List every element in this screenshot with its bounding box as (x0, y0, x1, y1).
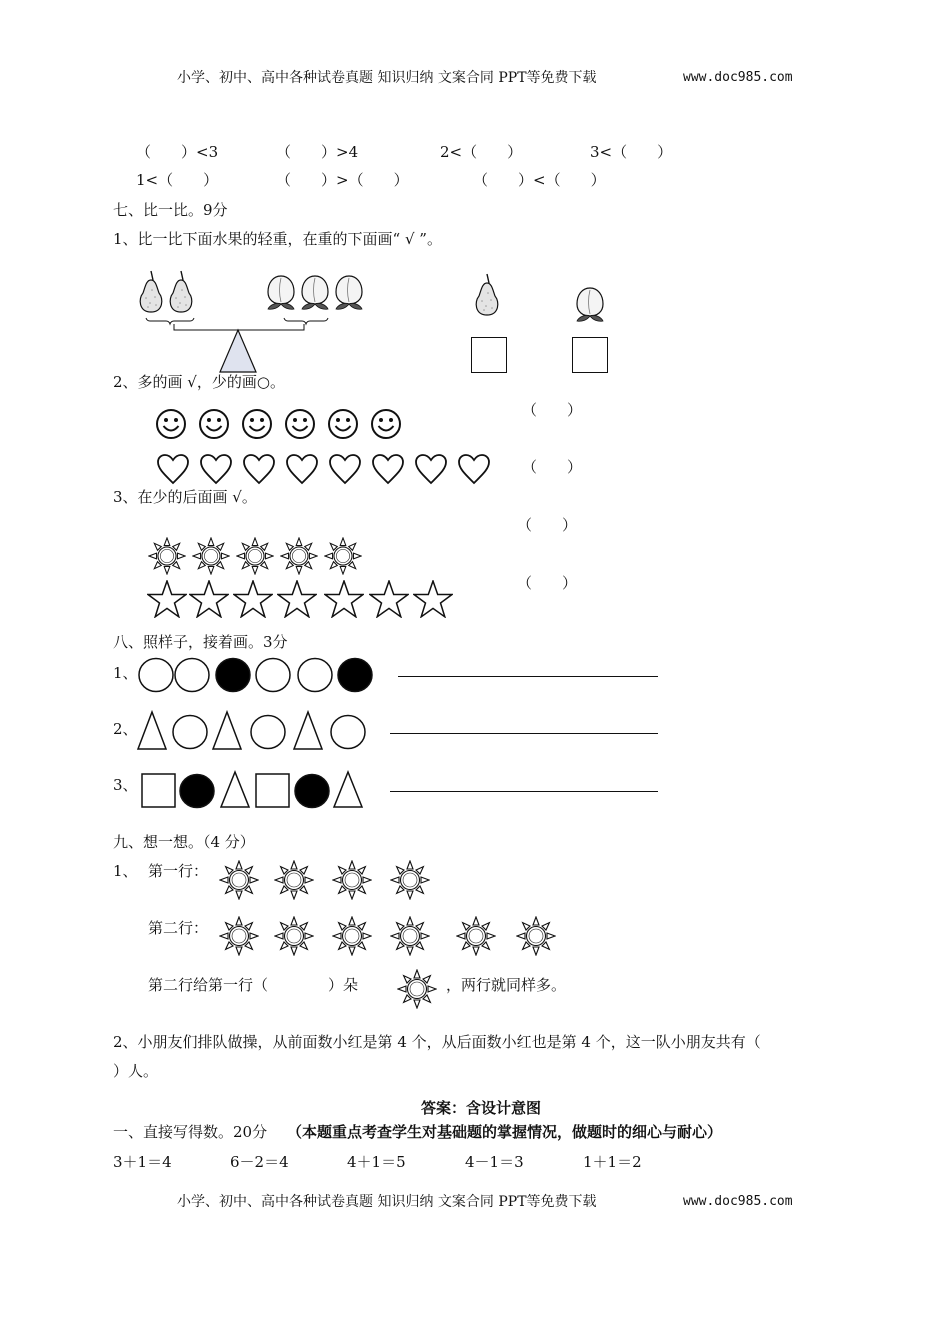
give-text-a: 第二行给第一行（ ）朵 (148, 976, 359, 994)
row-2-label: 第二行： (148, 919, 209, 937)
answers-title: 答案：含设计意图 (421, 1099, 542, 1117)
answer-result: 4＋1＝5 (347, 1153, 406, 1171)
footer-url[interactable]: www.doc985.com (683, 1194, 793, 1209)
compare-item: 2<（ ） (440, 143, 523, 161)
section-9-q2-line2: ）人。 (113, 1062, 159, 1080)
balance-scale-icon (136, 268, 376, 374)
compare-item: （ ）<（ ） (473, 171, 606, 189)
section-8-title: 八、照样子，接着画。3分 (113, 633, 288, 651)
section-7-q3: 3、在少的后面画 √。 (113, 488, 257, 506)
section-7-q2: 2、多的画 √，少的画○。 (113, 373, 285, 391)
answer-blank[interactable]: （ ） (517, 516, 578, 534)
section-9-q1-label: 1、 (113, 862, 138, 880)
compare-item: （ ）>4 (276, 143, 359, 161)
sun-icon (397, 969, 437, 1009)
answer-box-peach[interactable] (572, 337, 608, 373)
answer-blank[interactable]: （ ） (517, 574, 578, 592)
compare-item: （ ）>（ ） (276, 171, 409, 189)
pattern-label-1: 1、 (113, 664, 138, 682)
sun-row (148, 537, 378, 575)
answer-line-1[interactable] (398, 676, 658, 677)
section-7-q1: 1、比一比下面水果的轻重，在重的下面画“ √ ”。 (113, 230, 442, 248)
compare-item: 1<（ ） (136, 171, 219, 189)
footer-text: 小学、初中、高中各种试卷真题 知识归纳 文案合同 PPT等免费下载 (177, 1194, 597, 1210)
give-text-b: ，两行就同样多。 (446, 976, 567, 994)
header-text: 小学、初中、高中各种试卷真题 知识归纳 文案合同 PPT等免费下载 (177, 70, 597, 86)
answer-blank[interactable]: （ ） (522, 458, 583, 476)
pattern-row-3 (141, 771, 366, 809)
pear-icon (472, 271, 502, 317)
compare-item: 3<（ ） (590, 143, 673, 161)
header-url[interactable]: www.doc985.com (683, 70, 793, 85)
answer-result: 3＋1＝4 (113, 1153, 172, 1171)
answer-blank[interactable]: （ ） (522, 401, 583, 419)
pattern-label-2: 2、 (113, 720, 138, 738)
answers-sec1-a: 一、直接写得数。20分 (113, 1123, 268, 1141)
pattern-label-3: 3、 (113, 776, 138, 794)
answers-sec1-b: （本题重点考查学生对基础题的掌握情况，做题时的细心与耐心） (287, 1123, 723, 1141)
answer-result: 6－2＝4 (230, 1153, 289, 1171)
sun-row-second (219, 916, 564, 956)
compare-item: （ ）<3 (136, 143, 219, 161)
answer-result: 1＋1＝2 (583, 1153, 642, 1171)
row-1-label: 第一行： (148, 862, 209, 880)
section-9-q2-line1: 2、小朋友们排队做操，从前面数小红是第 4 个，从后面数小红也是第 4 个，这一队小朋友共有（ (113, 1033, 761, 1051)
star-row (147, 580, 457, 618)
pattern-row-1 (138, 657, 378, 693)
pattern-row-2 (138, 711, 370, 751)
heart-row (155, 453, 495, 487)
answer-result: 4－1＝3 (465, 1153, 524, 1171)
smiley-row (155, 408, 405, 440)
answer-line-2[interactable] (390, 733, 658, 734)
answer-line-3[interactable] (390, 791, 658, 792)
answer-box-pear[interactable] (471, 337, 507, 373)
section-7-title: 七、比一比。9分 (113, 201, 228, 219)
sun-row-first (219, 860, 439, 900)
peach-icon (573, 284, 607, 324)
section-9-title: 九、想一想。（4 分） (113, 833, 255, 851)
